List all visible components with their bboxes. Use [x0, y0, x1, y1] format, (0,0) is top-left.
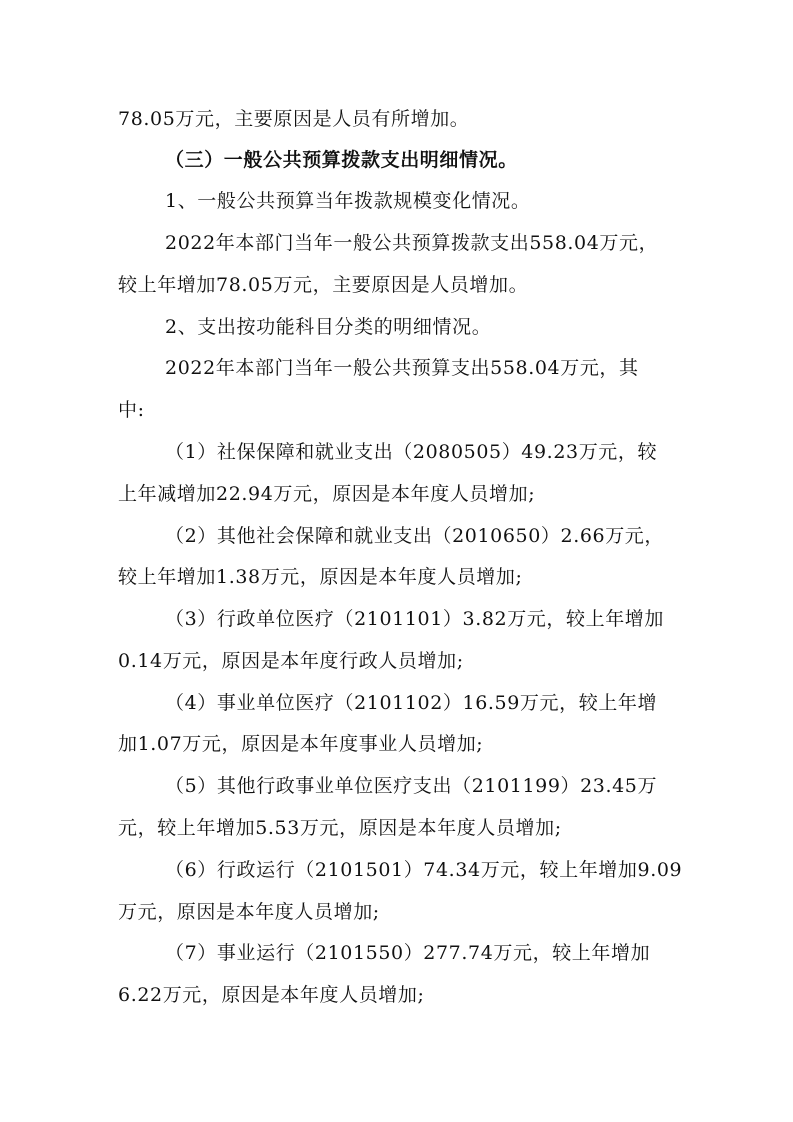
paragraph-line: 中: — [118, 399, 145, 421]
subsection-heading-1: 1、一般公共预算当年拨款规模变化情况。 — [165, 190, 531, 212]
list-item-line: 6.22万元，原因是本年度人员增加; — [118, 984, 425, 1006]
list-item-line: （5）其他行政事业单位医疗支出（2101199）23.45万 — [165, 775, 658, 797]
paragraph-line: 2022年本部门当年一般公共预算支出558.04万元，其 — [165, 357, 639, 379]
paragraph-line: 较上年增加78.05万元，主要原因是人员增加。 — [118, 274, 529, 296]
section-heading: （三）一般公共预算拨款支出明细情况。 — [165, 149, 518, 171]
list-item-line: （1）社保保障和就业支出（2080505）49.23万元，较 — [165, 441, 658, 463]
list-item-line: 加1.07万元，原因是本年度事业人员增加; — [118, 733, 484, 755]
list-item-line: （7）事业运行（2101550）277.74万元，较上年增加 — [165, 942, 651, 964]
list-item-line: （4）事业单位医疗（2101102）16.59万元，较上年增 — [165, 692, 658, 714]
list-item-line: 元，较上年增加5.53万元，原因是本年度人员增加; — [118, 817, 562, 839]
paragraph-line: 2022年本部门当年一般公共预算拨款支出558.04万元， — [165, 232, 659, 254]
subsection-heading-2: 2、支出按功能科目分类的明细情况。 — [165, 316, 492, 338]
list-item-line: 0.14万元，原因是本年度行政人员增加; — [118, 650, 464, 672]
list-item-line: （6）行政运行（2101501）74.34万元，较上年增加9.09 — [165, 859, 683, 881]
list-item-line: 较上年增加1.38万元，原因是本年度人员增加; — [118, 566, 523, 588]
text-line-continuation: 78.05万元，主要原因是人员有所增加。 — [118, 108, 470, 130]
list-item-line: 上年减增加22.94万元，原因是本年度人员增加; — [118, 483, 536, 505]
list-item-line: 万元，原因是本年度人员增加; — [118, 901, 380, 923]
list-item-line: （3）行政单位医疗（2101101）3.82万元，较上年增加 — [165, 608, 665, 630]
list-item-line: （2）其他社会保障和就业支出（2010650）2.66万元， — [165, 525, 665, 547]
